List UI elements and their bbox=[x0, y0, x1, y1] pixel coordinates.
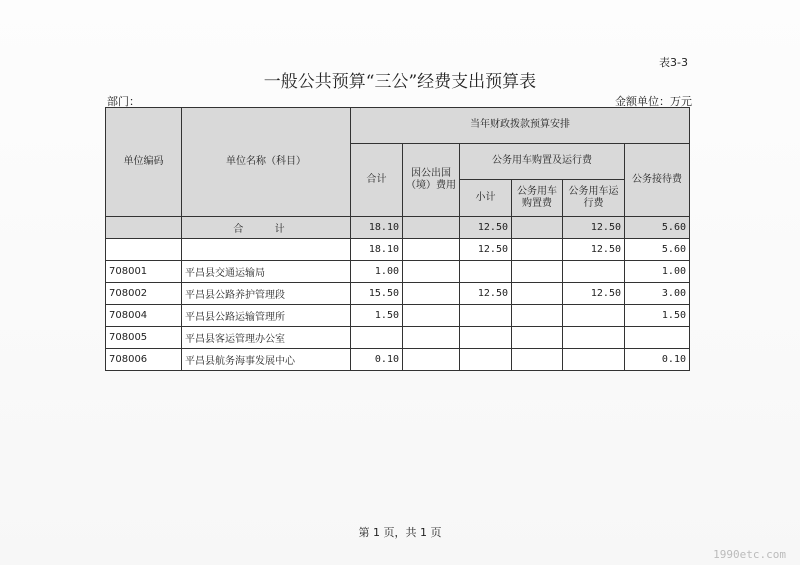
purchase-cell bbox=[512, 327, 563, 349]
subtotal-cell bbox=[460, 349, 512, 371]
subtotal-cell bbox=[460, 305, 512, 327]
amount-unit: 金额单位：万元 bbox=[615, 95, 692, 108]
operation-cell: 12.50 bbox=[563, 239, 625, 261]
table-row bbox=[106, 239, 690, 261]
subtotal-cell bbox=[460, 261, 512, 283]
unit-name-cell bbox=[182, 239, 351, 261]
purchase-cell bbox=[512, 217, 563, 239]
total-cell: 1.50 bbox=[351, 305, 403, 327]
total-cell: 18.10 bbox=[351, 239, 403, 261]
abroad-cell bbox=[403, 217, 460, 239]
operation-cell bbox=[563, 261, 625, 283]
header-reception: 公务接待费 bbox=[625, 144, 690, 217]
total-label: 合 计 bbox=[182, 217, 351, 239]
reception-cell: 1.50 bbox=[625, 305, 690, 327]
subtotal-cell: 12.50 bbox=[460, 239, 512, 261]
table-row bbox=[106, 261, 690, 283]
unit-name-cell: 平昌县航务海事发展中心 bbox=[182, 349, 351, 371]
operation-cell bbox=[563, 305, 625, 327]
total-row bbox=[106, 217, 690, 239]
operation-cell bbox=[563, 349, 625, 371]
budget-table bbox=[105, 107, 690, 371]
table-row bbox=[106, 283, 690, 305]
purchase-cell bbox=[512, 261, 563, 283]
abroad-cell bbox=[403, 239, 460, 261]
table-row bbox=[106, 327, 690, 349]
reception-cell: 1.00 bbox=[625, 261, 690, 283]
total-cell: 18.10 bbox=[351, 217, 403, 239]
unit-code-cell: 708004 bbox=[106, 305, 182, 327]
abroad-cell bbox=[403, 327, 460, 349]
page-title: 一般公共预算“三公”经费支出预算表 bbox=[263, 72, 537, 92]
header-abroad-expense: 因公出国（境）费用 bbox=[403, 144, 460, 217]
unit-code-cell bbox=[106, 239, 182, 261]
table-row bbox=[106, 305, 690, 327]
form-number: 表3-3 bbox=[659, 56, 688, 69]
reception-cell bbox=[625, 327, 690, 349]
abroad-cell bbox=[403, 305, 460, 327]
header-vehicle-operation: 公务用车运行费 bbox=[563, 180, 625, 217]
abroad-cell bbox=[403, 261, 460, 283]
total-cell: 0.10 bbox=[351, 349, 403, 371]
reception-cell: 3.00 bbox=[625, 283, 690, 305]
total-cell bbox=[351, 327, 403, 349]
unit-name-cell: 平昌县交通运输局 bbox=[182, 261, 351, 283]
header-total: 合计 bbox=[351, 144, 403, 217]
unit-name-cell: 平昌县客运管理办公室 bbox=[182, 327, 351, 349]
header-current-year-allocation: 当年财政拨款预算安排 bbox=[351, 108, 690, 144]
purchase-cell bbox=[512, 283, 563, 305]
operation-cell: 12.50 bbox=[563, 283, 625, 305]
unit-code-cell: 708001 bbox=[106, 261, 182, 283]
header-subtotal: 小计 bbox=[460, 180, 512, 217]
reception-cell: 5.60 bbox=[625, 217, 690, 239]
purchase-cell bbox=[512, 349, 563, 371]
total-cell: 1.00 bbox=[351, 261, 403, 283]
unit-name-cell: 平昌县公路运输管理所 bbox=[182, 305, 351, 327]
header-vehicle-group: 公务用车购置及运行费 bbox=[460, 144, 625, 180]
purchase-cell bbox=[512, 305, 563, 327]
purchase-cell bbox=[512, 239, 563, 261]
header-vehicle-purchase: 公务用车购置费 bbox=[512, 180, 563, 217]
reception-cell: 0.10 bbox=[625, 349, 690, 371]
table-row bbox=[106, 349, 690, 371]
unit-code-cell: 708005 bbox=[106, 327, 182, 349]
operation-cell: 12.50 bbox=[563, 217, 625, 239]
unit-code-cell: 708006 bbox=[106, 349, 182, 371]
department-label: 部门： bbox=[107, 95, 140, 108]
header-unit-code: 单位编码 bbox=[106, 108, 182, 217]
subtotal-cell: 12.50 bbox=[460, 283, 512, 305]
unit-code-cell: 708002 bbox=[106, 283, 182, 305]
subtotal-cell: 12.50 bbox=[460, 217, 512, 239]
operation-cell bbox=[563, 327, 625, 349]
unit-name-cell: 平昌县公路养护管理段 bbox=[182, 283, 351, 305]
abroad-cell bbox=[403, 283, 460, 305]
total-cell: 15.50 bbox=[351, 283, 403, 305]
subtotal-cell bbox=[460, 327, 512, 349]
abroad-cell bbox=[403, 349, 460, 371]
site-watermark: 1990etc.com bbox=[713, 548, 786, 561]
page-number: 第 1 页，共 1 页 bbox=[358, 526, 442, 539]
header-unit-name: 单位名称（科目） bbox=[182, 108, 351, 217]
reception-cell: 5.60 bbox=[625, 239, 690, 261]
